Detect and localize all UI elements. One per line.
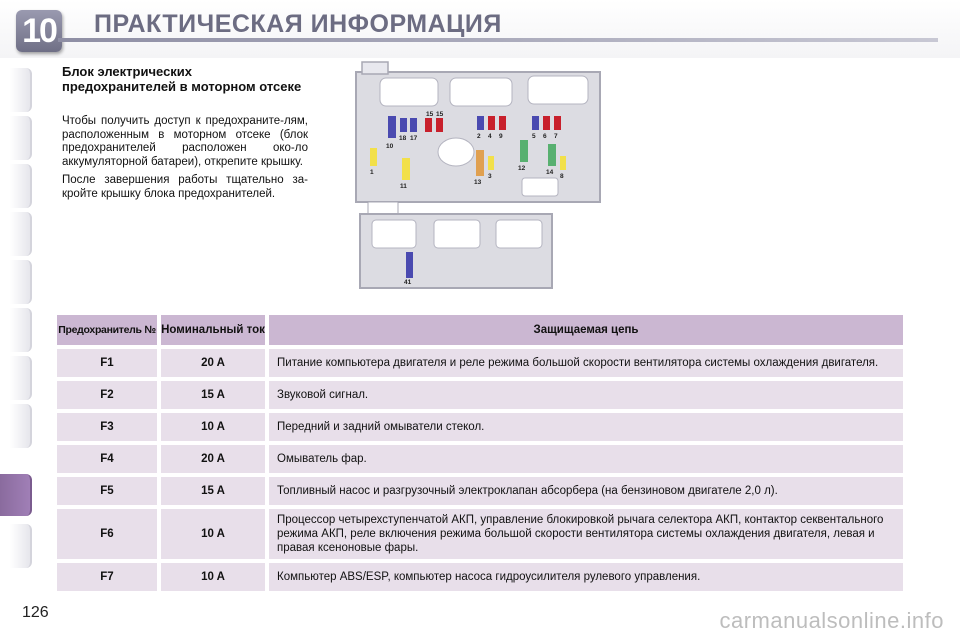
table-row	[57, 445, 903, 473]
fuse-box-tab	[362, 62, 388, 74]
fuse-current: 10 A	[161, 509, 265, 559]
fuse-17	[410, 118, 417, 132]
side-tab[interactable]	[10, 164, 32, 208]
fuse-number: F2	[57, 381, 157, 409]
side-tab[interactable]	[10, 308, 32, 352]
fuse-7	[554, 116, 561, 130]
fuse-label: 15	[426, 111, 434, 118]
table-row	[57, 381, 903, 409]
fuse-label: 7	[554, 133, 558, 140]
fuse-box-slot	[496, 220, 542, 248]
fuse-label: 10	[386, 143, 394, 150]
fuse-box-slot	[528, 76, 588, 104]
fuse-label: 9	[499, 133, 503, 140]
fuse-14	[548, 144, 556, 166]
fuse-label: 41	[404, 279, 412, 286]
side-tab[interactable]	[10, 356, 32, 400]
fuse-13	[476, 150, 484, 176]
fuse-current: 15 A	[161, 477, 265, 505]
fuse-box-slot	[450, 78, 512, 106]
fuse-table	[57, 311, 903, 595]
fuse-label: 5	[532, 133, 536, 140]
side-tab[interactable]	[10, 260, 32, 304]
fuse-11	[402, 158, 410, 180]
intro-text	[62, 115, 308, 206]
fuse-number: F6	[57, 509, 157, 559]
table-header-row	[57, 315, 903, 345]
fuse-8	[560, 156, 566, 170]
fuse-circuit: Питание компьютера двигателя и реле режима большой скорости вентилятора системы охлаждения двигателя.	[269, 349, 903, 377]
fuse-label: 11	[400, 183, 407, 190]
fuse-label: 12	[518, 165, 526, 172]
fuse-15b	[436, 118, 443, 132]
fuse-box-slot	[380, 78, 438, 106]
side-tab[interactable]	[10, 116, 32, 160]
fuse-label: 14	[546, 169, 554, 176]
fuse-current: 10 A	[161, 413, 265, 441]
table-row	[57, 349, 903, 377]
side-tabs	[0, 58, 34, 598]
table-row	[57, 563, 903, 591]
fuse-label: 4	[488, 133, 492, 140]
side-tab-active[interactable]	[0, 474, 32, 516]
fuse-9	[499, 116, 506, 130]
header-circuit: Защищаемая цепь	[269, 315, 903, 345]
fuse-label: 8	[560, 173, 564, 180]
fuse-label: 3	[488, 173, 492, 180]
section-title: Блок электрических предохранителей в моторном отсеке	[62, 64, 302, 94]
side-tab[interactable]	[10, 404, 32, 448]
fuse-box-hole	[438, 138, 474, 166]
fuse-label: 13	[474, 179, 482, 186]
fuse-number: F7	[57, 563, 157, 591]
watermark: carmanualsonline.info	[719, 608, 944, 633]
side-tab[interactable]	[10, 212, 32, 256]
fuse-number: F1	[57, 349, 157, 377]
fuse-label: 18	[399, 135, 407, 142]
fuse-number: F5	[57, 477, 157, 505]
fuse-box-socket	[522, 178, 558, 196]
fuse-number: F3	[57, 413, 157, 441]
header-current: Номинальный ток	[161, 315, 265, 345]
page-header	[0, 0, 960, 58]
fuse-label: 6	[543, 133, 547, 140]
intro-paragraph: После завершения работы тщательно за-кройте крышку блока предохранителей.	[62, 174, 308, 200]
fuse-circuit: Звуковой сигнал.	[269, 381, 903, 409]
fuse-box-diagram	[352, 60, 604, 292]
fuse-12	[520, 140, 528, 162]
fuse-label: 17	[410, 135, 418, 142]
fuse-current: 10 A	[161, 563, 265, 591]
fuse-4	[488, 116, 495, 130]
fuse-box-slot	[372, 220, 416, 248]
header-fuse: Предохранитель №	[57, 315, 157, 345]
fuse-current: 15 A	[161, 381, 265, 409]
table-row	[57, 509, 903, 559]
table-row	[57, 413, 903, 441]
side-tab[interactable]	[10, 68, 32, 112]
fuse-1	[370, 148, 377, 166]
page-number: 126	[22, 604, 49, 621]
fuse-circuit: Передний и задний омыватели стекол.	[269, 413, 903, 441]
fuse-41	[406, 252, 413, 278]
fuse-3	[488, 156, 494, 170]
fuse-circuit: Топливный насос и разгрузочный электроклапан абсорбера (на бензиновом двигателе 2,0 л).	[269, 477, 903, 505]
fuse-18	[400, 118, 407, 132]
fuse-15a	[425, 118, 432, 132]
fuse-current: 20 A	[161, 445, 265, 473]
fuse-circuit: Омыватель фар.	[269, 445, 903, 473]
fuse-label: 15	[436, 111, 444, 118]
page-title: ПРАКТИЧЕСКАЯ ИНФОРМАЦИЯ	[94, 10, 502, 38]
fuse-box-slot	[434, 220, 480, 248]
fuse-6	[543, 116, 550, 130]
intro-paragraph: Чтобы получить доступ к предохраните-лям, расположенным в моторном отсеке (блок предохранителей расположен око-ло аккумуляторной батареи), открепите крышку.	[62, 115, 308, 168]
fuse-2	[477, 116, 484, 130]
fuse-label: 2	[477, 133, 481, 140]
fuse-5	[532, 116, 539, 130]
side-tab[interactable]	[10, 524, 32, 568]
fuse-circuit: Компьютер ABS/ESP, компьютер насоса гидроусилителя рулевого управления.	[269, 563, 903, 591]
fuse-10	[388, 116, 396, 138]
table-row	[57, 477, 903, 505]
fuse-number: F4	[57, 445, 157, 473]
fuse-current: 20 A	[161, 349, 265, 377]
fuse-label: 1	[370, 169, 374, 176]
fuse-circuit: Процессор четырехступенчатой АКП, управление блокировкой рычага селектора АКП, контактор секвентального режима АКП, реле включения режима большой скорости вентилятора системы охлаждения двигателя, левая и правая ксеноновые фары.	[269, 509, 903, 559]
chapter-badge: 10	[16, 10, 62, 52]
